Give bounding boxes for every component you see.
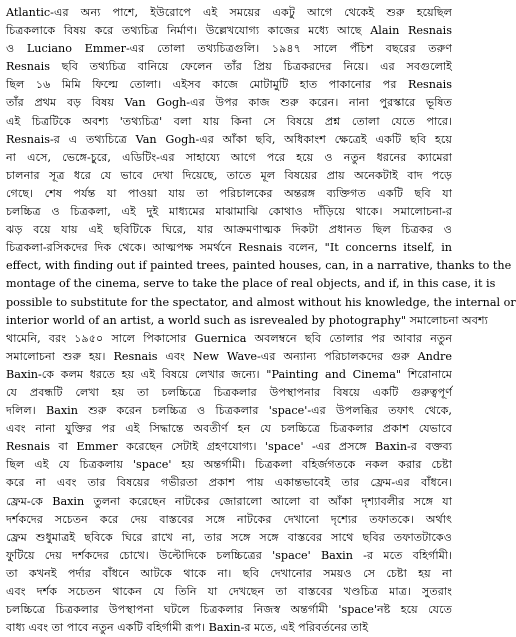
text-line: ফ্রেম-কে Baxin তুলনা করেছেন নাটকের জোরালো আলো বা আঁকা দৃশ্যাবলীর সঙ্গে যা <box>6 494 452 508</box>
text-line: চলচ্চিত্র ও চিত্রকলা, এই দুই মাধ্যমের মাঝামাঝি কোথাও দাঁড়িয়ে থাকে। সমালোচনা-র <box>6 205 452 219</box>
text-line: Atlantic-এর অন্য পাশে, ইউরোপে এই সময়ের একটু আগে থেকেই শুরু হয়েছিল <box>6 6 452 19</box>
text-line: Resnais ছবি তথ্যচিত্র বানিয়ে ফেলেন তাঁর প্রিয় চিত্রকরদের নিয়ে। এর সবগুলোই <box>6 60 452 74</box>
text-line: possible to substitute for the spectator, and almost without his knowledge, the internal or <box>6 295 516 309</box>
text-line: বাধ্য এবং তা পাবে নতুন একটি বহির্গামী রূপ। Baxin-র মতে, এই পরিবর্তনের তাই <box>6 621 369 635</box>
text-line: ঝড় বয়ে যায় এই ছবিটিকে ঘিরে, যার আক্রমণাত্মক দিকটা প্রধানত ছিল চিত্রকর ও <box>6 223 452 237</box>
text-line: Resnais বা Emmer করেছেন সেটাই গ্রহণযোগ্য। 'space' -এর প্রসঙ্গে Baxin-র বক্তব্য <box>6 440 452 454</box>
text-line: interior world of an artist, a world such as isrevealed by photography" সমালোচনা অবশ্য <box>6 313 488 327</box>
text-line: চিত্রকলাকে বিষয় করে তথ্যচিত্র নির্মাণ। উল্লেখযোগ্য কাজের মধ্যে আছে Alain Resnais <box>6 24 452 38</box>
text-line: Baxin-কে কলম ধরতে হয় এই বিষয়ে লেখার জন্যে। "Painting and Cinema" শিরোনামে <box>6 367 452 381</box>
text-line: দর্শকদের সচেতন করে দেয় বাস্তবের সঙ্গে নাটকের দেখানো দৃশ্যের তফাতকে। অর্থাৎ <box>6 512 452 526</box>
text-line: থামেনি, বরং ১৯৫০ সালে পিকাসোর Guernica অবলম্বনে ছবি তোলার পর আবার নতুন <box>6 331 452 345</box>
text-line: দলিল। Baxin শুরু করেন চলচ্চিত্র ও চিত্রকলার 'space'-এর উপলব্ধির তফাৎ থেকে, <box>6 404 452 418</box>
text-line: চালনার সূত্র ধরে যে ভাবে দেখা দিয়েছে, তাতে মূল বিষয়ের প্রায় অনেকটাই বাদ পড়ে <box>6 168 452 182</box>
text-line: ফুটিয়ে দেয় দর্শকদের চোখে। উল্টোদিকে চলচ্চিত্রের 'space' Baxin -র মতে বহির্গামী। <box>6 548 452 562</box>
text-line: এবং দর্শক সচেতন থাকেন যে তিনি যা দেখছেন তা বাস্তবের খণ্ডচিত্র মাত্র। সুতরাং <box>6 585 452 598</box>
text-line: সমালোচনা শুরু হয়। Resnais এবং New Wave-এর অন্যান্য পরিচালকদের গুরু Andre <box>6 349 452 363</box>
text-line: তা কখনই পর্দার বাঁধনে আটকে থাকে না। ছবি দেখানোর সময়ও সে চেষ্টা হয় না <box>6 566 452 580</box>
text-line: এই চিত্রটিকে অবশ্য 'তথ্যচিত্র' বলা যায় কিনা সে বিষয়ে প্রশ্ন তোলা যেতে পারে। <box>6 114 452 128</box>
text-line: যে প্রবন্ধটি লেখা হয় তা চলচ্চিত্রে চিত্রকলার উপস্থাপনার বিষয়ে একটি গুরুত্বপূর্ণ <box>6 385 452 399</box>
text-line: গেছে। শেষ পর্যন্ত যা পাওয়া যায় তা পরিচালকের অন্তরঙ্গ ব্যক্তিগত একটি ছবি যা <box>6 186 452 200</box>
text-line: করে না এবং তার বিষয়ের গভীরতা প্রকাশ পায় একান্তভাবেই তার ফ্রেম-এর বাঁধনে। <box>6 476 452 490</box>
text-line: ও Luciano Emmer-এর তোলা তথ্যচিত্রগুলি। ১৯৪৭ সালে পঁচিশ বছরের তরুণ <box>6 42 452 56</box>
text-line: এবং নানা যুক্তির পর এই সিদ্ধান্তে অবতীর্ণ হন যে চলচ্চিত্রে চিত্রকলার প্রকাশ যেভাবে <box>6 422 452 436</box>
text-line: Resnais-র এ তথ্যচিত্রে Van Gogh-এর আঁকা ছবি, অধিকাংশ ক্ষেত্রেই একটি ছবি হয়ে <box>6 132 452 146</box>
text-line: ফ্রেম শুধুমাত্রই ছবিকে ঘিরে রাখে না, তার সঙ্গে সঙ্গে বাস্তবের সাথে ছবির তফাতটাকেও <box>6 530 452 544</box>
body-text <box>6 4 516 637</box>
text-line: তাঁর প্রথম বড় বিষয় Van Gogh-এর উপর কাজ শুরু করেন। নানা পুরস্কারে ভূষিত <box>6 96 452 110</box>
text-line: montage of the cinema, serve to take the place of real objects, and if, in this case, it is <box>6 277 496 291</box>
text-line: ছিল এই যে চিত্রকলায় 'space' হয় অন্তর্গামী। চিত্রকলা বহির্জগতকে নকল করার চেষ্টা <box>6 458 452 472</box>
text-line: ছিল ১৬ মিমি ফিল্মে তোলা। এইসব কাজে মোটামুটি হাত পাকানোর পর Resnais <box>6 78 452 92</box>
text-line: না এসে, ভেঙ্গে-চুরে, এডিটিং-এর সাহায্যে আগে পরে হয়ে ও নতুন ধরনের ক্যামেরা <box>6 150 452 164</box>
text-line: চলচ্চিত্রে চিত্রকলার উপস্থাপনা ঘটলে চিত্রকলার নিজস্ব অন্তর্গামী 'space'নষ্ট হয়ে যেতে <box>6 603 452 617</box>
text-line: চিত্রকলা-রসিকদের দিক থেকে। আত্মপক্ষ সমর্থনে Resnais বলেন, "It concerns itself, in <box>6 241 452 255</box>
text-line: effect, with finding out if painted trees, painted houses, can, in a narrative, thanks to the <box>6 259 512 273</box>
